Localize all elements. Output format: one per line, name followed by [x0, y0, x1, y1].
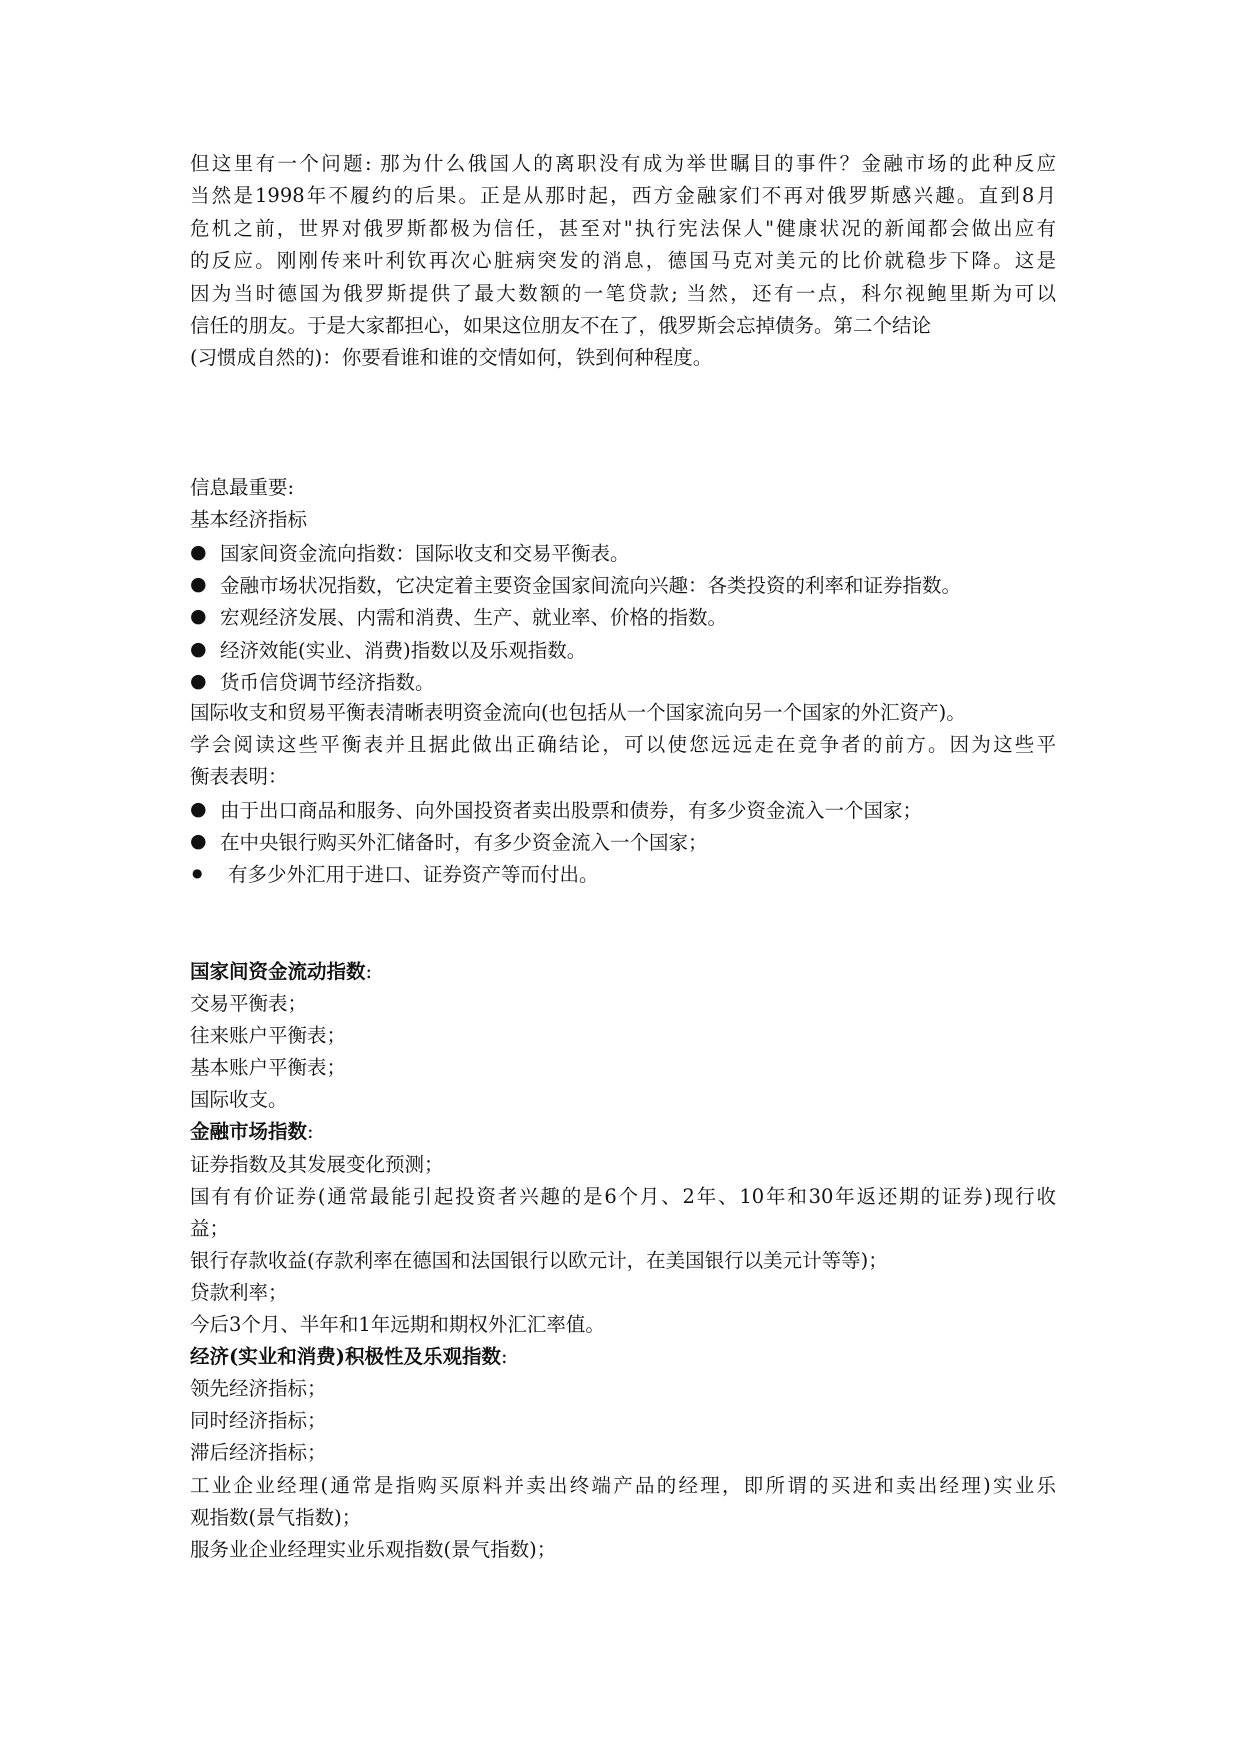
list-item — [190, 793, 1056, 825]
paragraph-line: 危机之前，世界对俄罗斯都极为信任，甚至对"执行宪法保人"健康状况的新闻都会做出应有 — [190, 216, 1056, 240]
indicators-section — [190, 472, 1056, 889]
list-item-text: 宏观经济发展、内需和消费、生产、就业率、价格的指数。 — [220, 606, 728, 630]
intro-paragraph — [190, 148, 1056, 375]
bullet-icon: ● — [190, 830, 207, 853]
paragraph-line: 衡表表明： — [190, 764, 288, 788]
list-item: 基本账户平衡表； — [190, 1056, 347, 1080]
list-item-text: 在中央银行购买外汇储备时，有多少资金流入一个国家； — [220, 831, 708, 855]
list-item: 贷款利率； — [190, 1280, 288, 1304]
list-item: 领先经济指标； — [190, 1377, 327, 1401]
list-item: 滞后经济指标； — [190, 1441, 327, 1465]
list-item — [190, 857, 1056, 889]
heading-text: 经济(实业和消费)积极性及乐观指数 — [190, 1345, 501, 1369]
list-item — [190, 568, 1056, 600]
list-item: 银行存款收益(存款利率在德国和法国银行以欧元计，在美国银行以美元计等等)； — [190, 1248, 888, 1272]
list-item-continuation: 观指数(景气指数)； — [190, 1505, 362, 1529]
list-item-text: 国家间资金流向指数：国际收支和交易平衡表。 — [220, 542, 630, 566]
list-item — [190, 825, 1056, 857]
small-bullet-icon: ● — [192, 866, 203, 881]
list-item-text: 金融市场状况指数，它决定着主要资金国家间流向兴趣：各类投资的利率和证券指数。 — [220, 574, 962, 598]
list-heading — [190, 1341, 1056, 1373]
heading-text: 金融市场指数 — [190, 1120, 308, 1144]
paragraph-line: 学会阅读这些平衡表并且据此做出正确结论，可以使您远远走在竞争者的前方。因为这些平 — [190, 732, 1056, 756]
list-item: 今后3个月、半年和1年远期和期权外汇汇率值。 — [190, 1313, 605, 1337]
paragraph-line: 国际收支和贸易平衡表清晰表明资金流向(也包括从一个国家流向另一个国家的外汇资产)。 — [190, 700, 966, 724]
list-heading — [190, 1116, 1056, 1148]
list-item-text: 由于出口商品和服务、向外国投资者卖出股票和债券，有多少资金流入一个国家； — [220, 798, 923, 822]
list-item: 同时经济指标； — [190, 1409, 327, 1433]
list-item: 往来账户平衡表； — [190, 1024, 347, 1048]
bullet-icon: ● — [190, 573, 207, 596]
paragraph-line: 当然是1998年不履约的后果。正是从那时起，西方金融家们不再对俄罗斯感兴趣。直到8月 — [190, 184, 1056, 208]
section-heading: 信息最重要: — [190, 476, 295, 499]
bullet-icon: ● — [190, 605, 207, 628]
list-item: 服务业企业经理实业乐观指数(景气指数)； — [190, 1537, 557, 1561]
paragraph-line: 但这里有一个问题: 那为什么俄国人的离职没有成为举世瞩目的事件？金融市场的此种反应 — [190, 152, 1056, 175]
section-subheading: 基本经济指标 — [190, 508, 308, 532]
list-item-continuation: 益； — [190, 1216, 230, 1240]
heading-colon: : — [365, 960, 373, 983]
paragraph-line: 的反应。刚刚传来叶利钦再次心脏病突发的消息，德国马克对美元的比价就稳步下降。这是 — [190, 249, 1056, 273]
list-item — [190, 632, 1056, 664]
heading-text: 国家间资金流动指数 — [190, 960, 366, 983]
list-item: 国际收支。 — [190, 1088, 288, 1112]
list-item-text: 经济效能(实业、消费)指数以及乐观指数。 — [220, 638, 587, 662]
list-item — [190, 600, 1056, 632]
list-item: 国有有价证券(通常最能引起投资者兴趣的是6个月、2年、10年和30年返还期的证券)现行收 — [190, 1184, 1056, 1208]
heading-colon: : — [307, 1120, 314, 1144]
list-item: 证券指数及其发展变化预测； — [190, 1152, 444, 1176]
heading-colon: : — [500, 1345, 508, 1369]
list-heading — [190, 956, 1056, 988]
bullet-icon: ● — [190, 669, 207, 692]
list-item: 工业企业经理(通常是指购买原料并卖出终端产品的经理，即所谓的买进和卖出经理)实业乐 — [190, 1473, 1056, 1497]
bullet-icon: ● — [190, 637, 207, 660]
list-item — [190, 665, 1056, 697]
paragraph-line: (习惯成自然的)：你要看谁和谁的交情如何，铁到何种程度。 — [190, 346, 713, 370]
paragraph-line: 因为当时德国为俄罗斯提供了最大数额的一笔贷款; 当然，还有一点，科尔视鲍里斯为可以 — [190, 281, 1056, 305]
list-item: 交易平衡表； — [190, 992, 308, 1016]
list-item — [190, 536, 1056, 568]
paragraph-line: 信任的朋友。于是大家都担心，如果这位朋友不在了，俄罗斯会忘掉债务。第二个结论 — [190, 313, 932, 337]
list-item-text: 有多少外汇用于进口、证券资产等而付出。 — [228, 863, 599, 887]
indicator-lists — [190, 956, 1056, 1566]
bullet-icon: ● — [190, 541, 207, 564]
list-item-text: 货币信贷调节经济指数。 — [220, 670, 435, 694]
bullet-icon: ● — [190, 797, 207, 820]
